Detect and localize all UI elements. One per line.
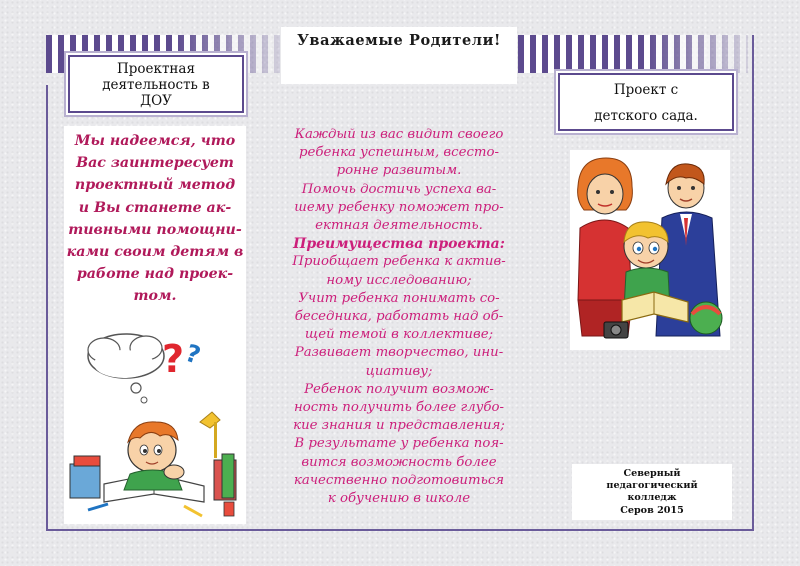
college-line3: колледж [627,492,677,504]
header-title: Уважаемые Родители! [297,32,501,49]
center-line: ность получить более глубо- [293,400,504,416]
stripe-band-center [518,35,748,73]
college-line1: Северный [623,468,681,479]
center-line: вится возможность более [301,454,497,470]
center-line: Ребенок получит возмож- [304,381,494,397]
center-line: к обучению в школе [327,491,471,507]
center-line: шему ребенку поможет про- [294,199,504,215]
left-title-line2: деятельность в [102,77,210,93]
left-message-line: работе над проек- [76,266,234,283]
center-line: беседника, работать над об- [294,309,504,325]
center-line: ектная деятельность. [315,218,483,234]
center-line: Приобщает ребенка к актив- [292,254,506,270]
left-message [64,130,246,308]
center-line: ному исследованию; [326,272,472,288]
college-line2: педагогический [606,480,698,492]
left-message-line: и Вы станете ак- [78,199,232,216]
left-message-line: ками своим детям в [66,244,244,261]
right-title-box [558,73,734,131]
center-line: Развивает творчество, ини- [294,345,504,361]
left-message-line: тивными помощни- [68,221,242,238]
svg-text:?: ? [162,337,185,381]
center-line: В результате у ребенка поя- [294,436,504,452]
left-title-box [68,55,244,113]
left-message-line: проектный метод [74,177,236,194]
college-info-box [572,464,732,520]
center-line: Учит ребенка понимать со- [298,290,500,306]
family-illustration [570,150,730,350]
center-line: кие знания и представления; [293,418,505,434]
svg-text:?: ? [181,338,204,370]
advantages-heading: Преимущества проекта: [293,236,505,253]
center-line: щей темой в коллективе; [304,327,494,343]
thought-bubble-icon [88,334,164,403]
left-title-line1: Проектная [116,61,195,77]
center-message [279,126,519,508]
center-line: качественно подготовиться [293,472,505,488]
center-line: циативу; [365,363,433,379]
family-panel [570,150,730,350]
thinking-child-illustration [64,324,246,524]
center-line: Каждый из вас видит своего [294,127,504,142]
center-line: Помочь достичь успеха ва- [301,181,497,197]
right-vertical-line [752,35,754,531]
center-line: ребенка успешным, всесто- [298,145,500,161]
bottom-line [46,529,754,531]
left-vertical-line [46,85,48,531]
header-title-panel [281,27,517,84]
question-mark-icon [162,337,204,381]
center-line: ронне развитым. [336,163,462,179]
left-message-line: Мы надеемся, что [74,133,236,149]
left-title-line3: ДОУ [140,93,172,109]
left-message-line: том. [133,288,177,305]
college-line4: Серов 2015 [620,504,684,516]
left-message-line: Вас заинтересует [76,155,234,172]
right-title-line1: Проект с [613,82,679,98]
right-title-line2: детского сада. [594,108,698,124]
left-panel [64,126,246,524]
